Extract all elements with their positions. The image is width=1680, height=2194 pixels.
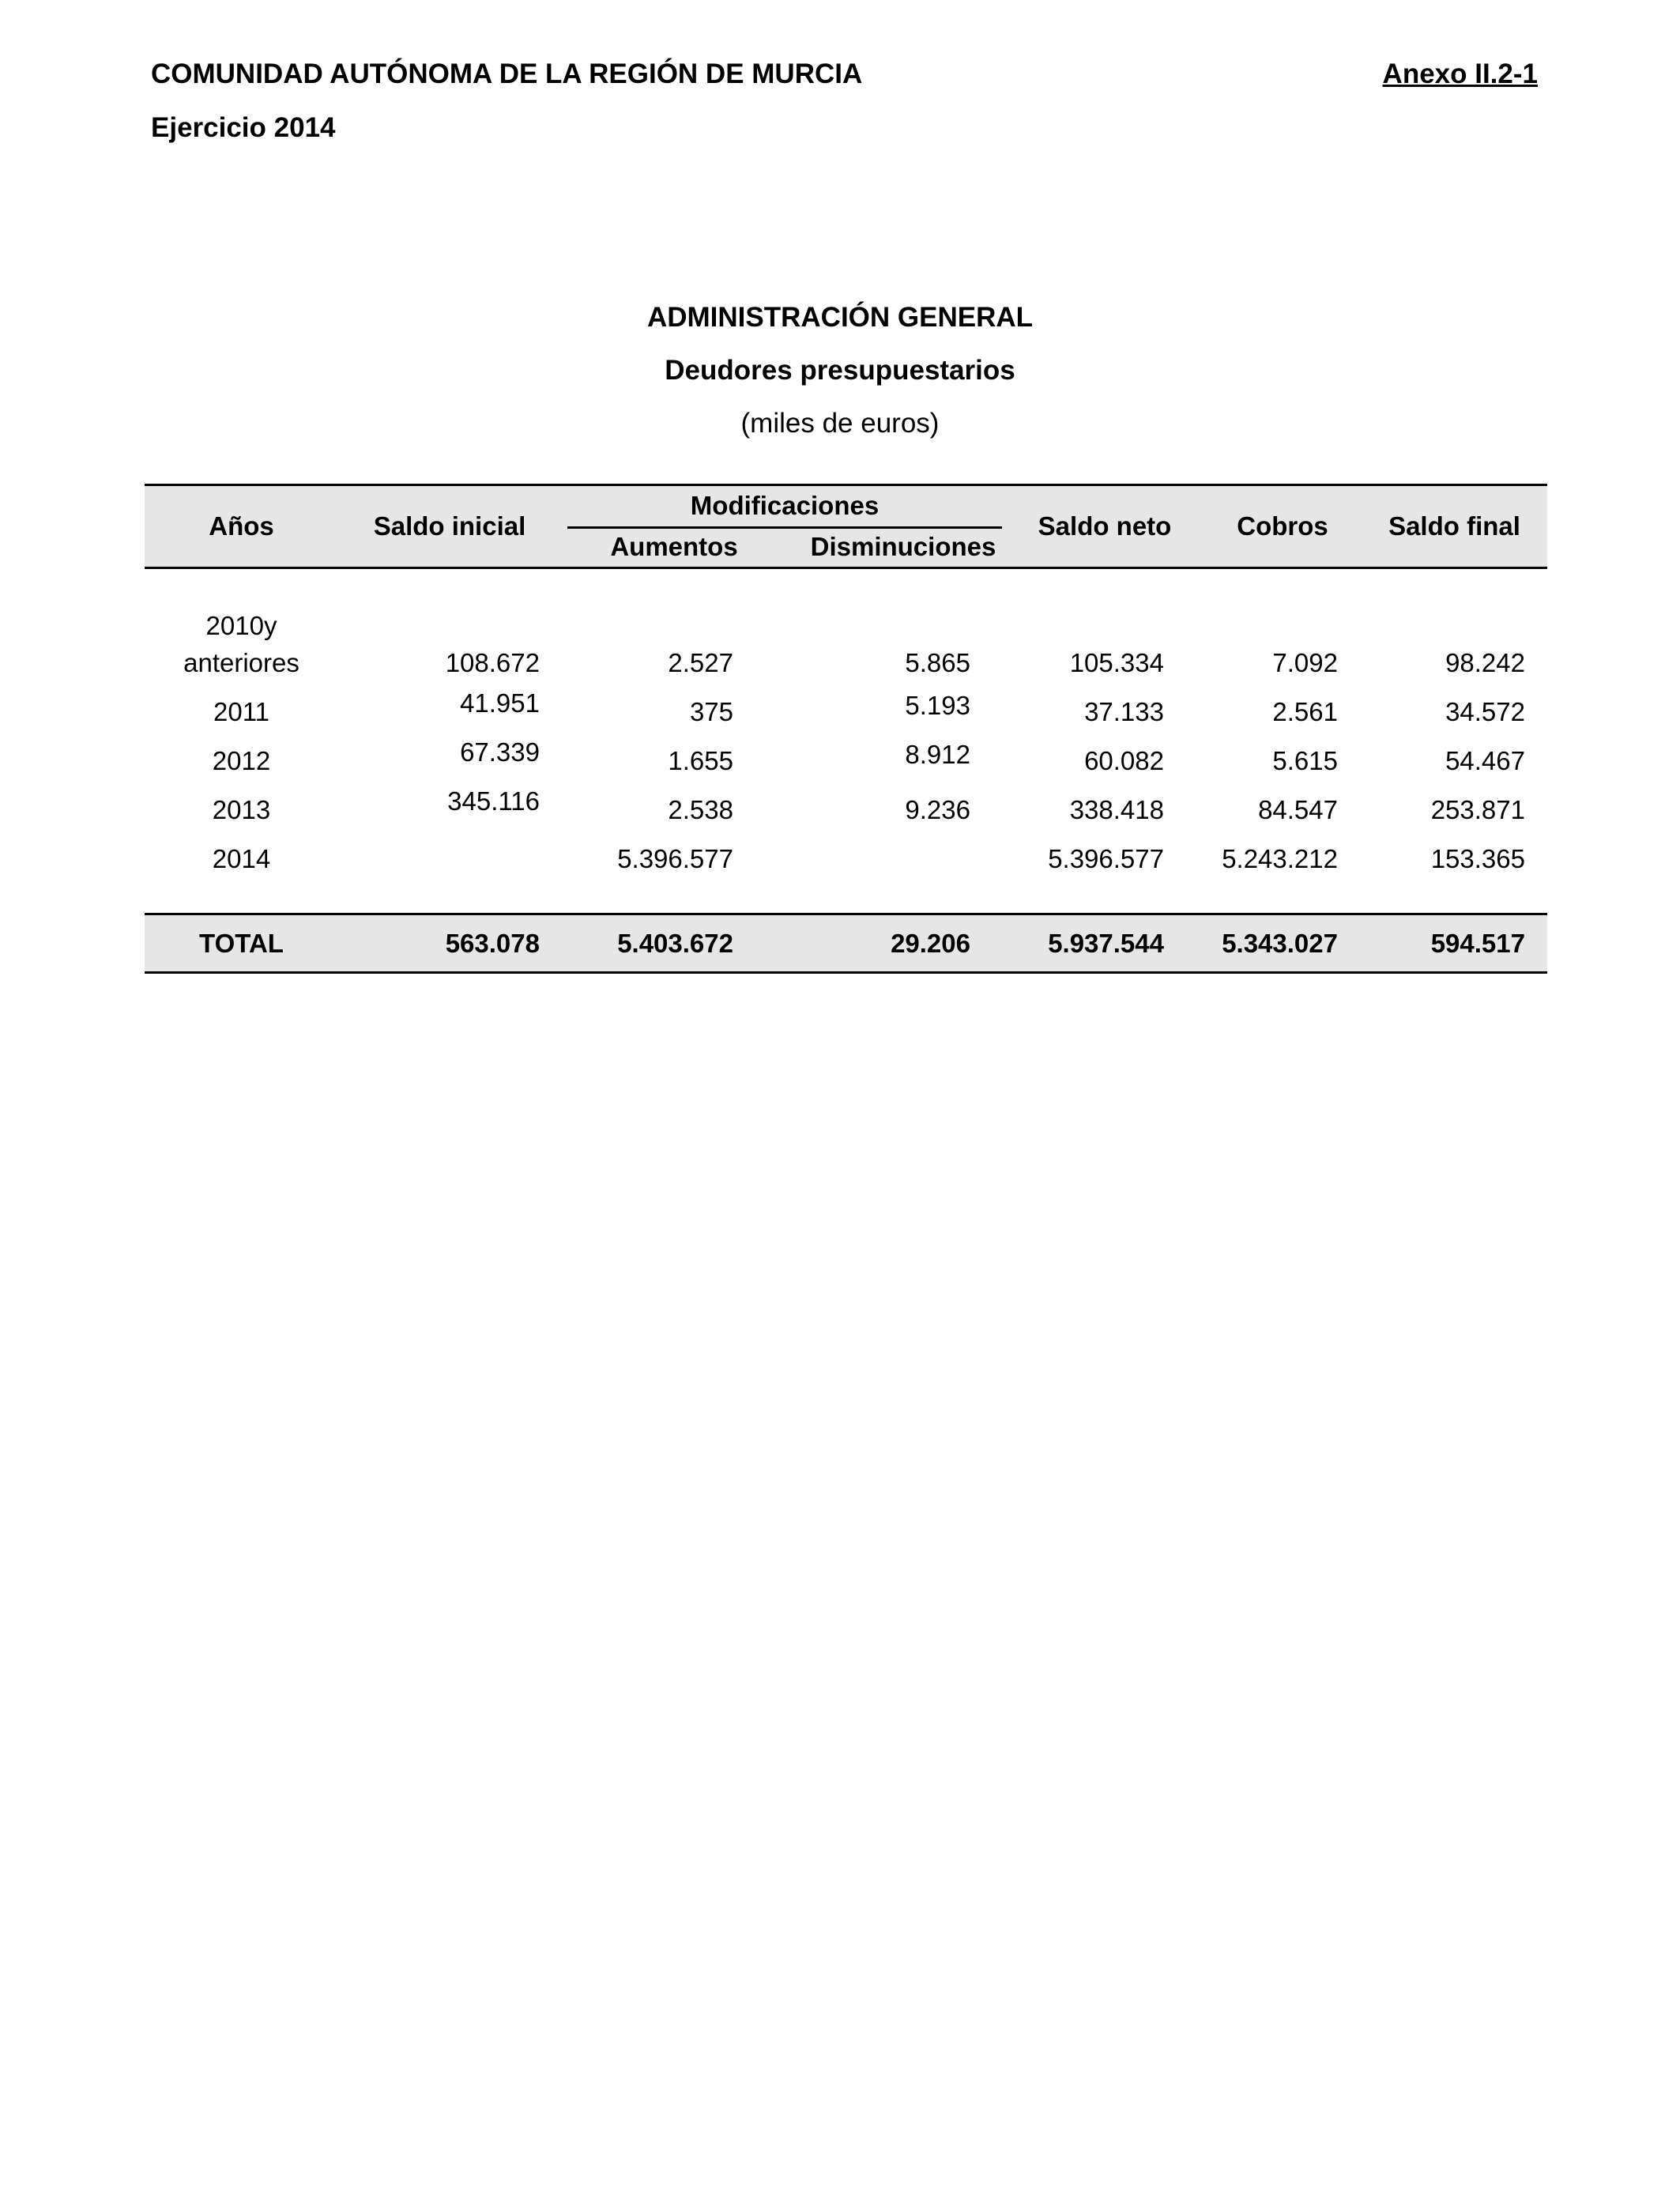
units-note: (miles de euros) [740, 408, 940, 439]
year-label: 2011 [213, 697, 269, 726]
saldo-final-value: 253.871 [1430, 795, 1525, 824]
saldo-neto-value: 338.418 [1069, 795, 1164, 824]
debtors-table [145, 484, 1547, 974]
saldo-final-value: 54.467 [1445, 746, 1525, 775]
saldo-final-value: 34.572 [1445, 697, 1525, 726]
saldo-neto-value: 105.334 [1069, 648, 1164, 677]
disminuciones-value: 5.865 [905, 648, 970, 677]
aumentos-value: 5.396.577 [617, 844, 733, 873]
aumentos-value: 2.527 [668, 648, 733, 677]
org-name: COMUNIDAD AUTÓNOMA DE LA REGIÓN DE MURCIA [151, 58, 863, 89]
aumentos-value: 2.538 [668, 795, 733, 824]
disminuciones-value: 9.236 [905, 795, 970, 824]
year-label: 2010y [205, 611, 277, 640]
cobros-value: 5.243.212 [1222, 844, 1338, 873]
modificaciones-divider [567, 526, 1002, 529]
saldo-inicial-value: 108.672 [445, 648, 540, 677]
header-aumentos: Aumentos [610, 532, 738, 561]
saldo-final-value: 98.242 [1445, 648, 1525, 677]
header-saldo-neto: Saldo neto [1038, 511, 1172, 541]
saldo-neto-value: 60.082 [1084, 746, 1164, 775]
year-label: 2013 [212, 795, 271, 824]
document-subtitle: Deudores presupuestarios [665, 355, 1015, 386]
total-saldo-inicial: 563.078 [445, 929, 540, 958]
disminuciones-value: 5.193 [905, 691, 970, 720]
total-label: TOTAL [199, 929, 284, 958]
saldo-inicial-value: 41.951 [460, 688, 540, 718]
header-saldo-inicial: Saldo inicial [373, 511, 526, 541]
header-disminuciones: Disminuciones [810, 532, 996, 561]
year-label-line2: anteriores [183, 648, 299, 677]
aumentos-value: 1.655 [668, 746, 733, 775]
saldo-inicial-value: 345.116 [447, 786, 540, 816]
saldo-neto-value: 37.133 [1084, 697, 1164, 726]
cobros-value: 5.615 [1272, 746, 1338, 775]
annex-label: Anexo II.2-1 [1382, 58, 1538, 89]
total-cobros: 5.343.027 [1222, 929, 1338, 958]
document-title: ADMINISTRACIÓN GENERAL [646, 302, 1034, 333]
header-modificaciones: Modificaciones [690, 491, 880, 520]
aumentos-value: 375 [689, 697, 733, 726]
header-years: Años [209, 511, 274, 541]
saldo-inicial-value: 67.339 [460, 737, 540, 767]
saldo-neto-value: 5.396.577 [1048, 844, 1164, 873]
total-saldo-neto: 5.937.544 [1048, 929, 1164, 958]
saldo-final-value: 153.365 [1430, 844, 1525, 873]
cobros-value: 7.092 [1272, 648, 1338, 677]
header-cobros: Cobros [1237, 511, 1328, 541]
total-aumentos: 5.403.672 [617, 929, 733, 958]
total-disminuciones: 29.206 [891, 929, 970, 958]
fiscal-year: Ejercicio 2014 [151, 112, 336, 143]
header-saldo-final: Saldo final [1388, 511, 1520, 541]
total-saldo-final: 594.517 [1430, 929, 1525, 958]
cobros-value: 84.547 [1258, 795, 1338, 824]
year-label: 2014 [212, 844, 271, 873]
cobros-value: 2.561 [1272, 697, 1338, 726]
disminuciones-value: 8.912 [905, 740, 970, 769]
year-label: 2012 [212, 746, 271, 775]
